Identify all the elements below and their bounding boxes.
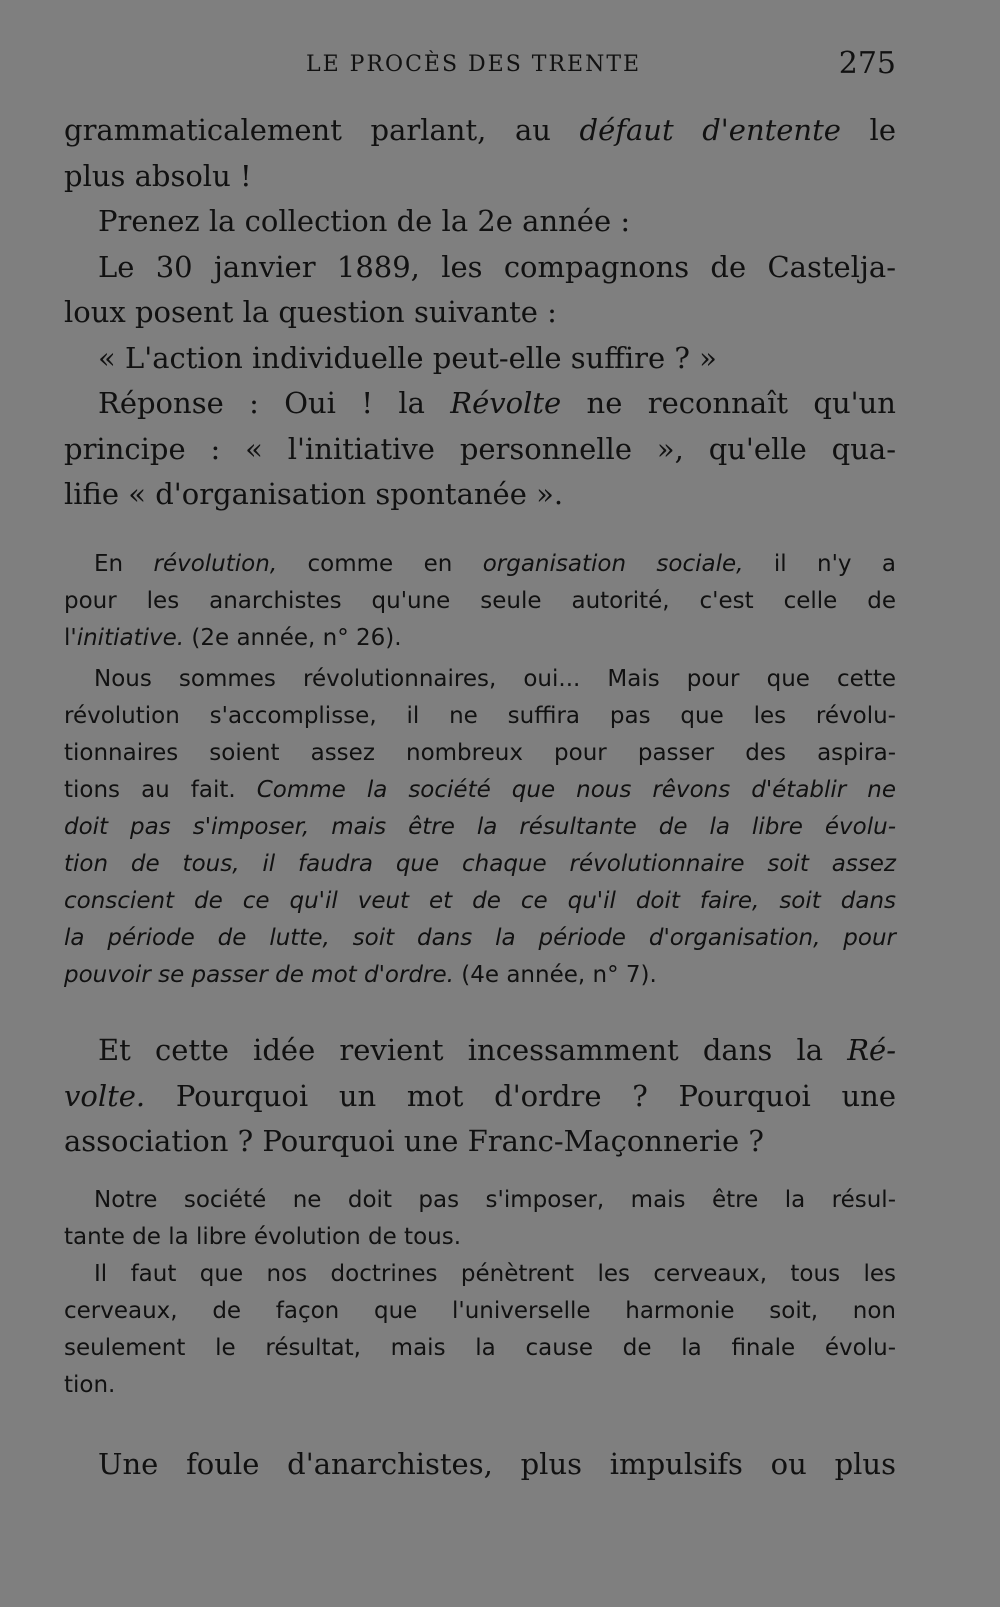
- text-line: « L'action individuelle peut-elle suffire ? »: [98, 340, 717, 375]
- quote-line: tion.: [64, 1372, 116, 1398]
- quote-line: Il faut que nos doctrines pénètrent les cerveaux, tous les: [94, 1261, 896, 1287]
- block-quote-1: [64, 546, 896, 657]
- quote-line: pouvoir se passer de mot d'ordre. (4e année, n° 7).: [64, 962, 657, 988]
- text-line: loux posent la question suivante :: [64, 295, 557, 329]
- quote-line: l'initiative. (2e année, n° 26).: [64, 625, 402, 651]
- running-title: LE PROCÈS DES TRENTE: [306, 52, 642, 77]
- text-line: association ? Pourquoi une Franc-Maçonnerie ?: [64, 1124, 764, 1158]
- page-header: [66, 46, 896, 86]
- quote-line: tionnaires soient assez nombreux pour passer des aspira-: [64, 740, 896, 766]
- text-line: lifie « d'organisation spontanée ».: [64, 477, 564, 511]
- text-line: Prenez la collection de la 2e année :: [98, 204, 631, 238]
- quote-line: révolution s'accomplisse, il ne suffira pas que les révolu-: [64, 703, 896, 729]
- text-line: plus absolu !: [64, 158, 252, 193]
- text-line: Le 30 janvier 1889, les compagnons de Castelja-: [98, 249, 896, 284]
- block-quote-2: [64, 661, 896, 994]
- quote-line: conscient de ce qu'il veut et de ce qu'il doit faire, soit dans: [64, 888, 896, 914]
- body-paragraph-3: [64, 1442, 896, 1488]
- body-paragraph-1: [64, 108, 896, 518]
- text-line: principe : « l'initiative personnelle », qu'elle qua-: [64, 431, 896, 466]
- page-number: 275: [838, 46, 896, 81]
- block-quote-3: [64, 1182, 896, 1404]
- quote-line: cerveaux, de façon que l'universelle harmonie soit, non: [64, 1298, 896, 1324]
- text-line: Réponse : Oui ! la Révolte ne reconnaît qu'un: [98, 386, 896, 420]
- quote-line: pour les anarchistes qu'une seule autorité, c'est celle de: [64, 588, 896, 614]
- text-line: Une foule d'anarchistes, plus impulsifs ou plus: [98, 1447, 896, 1481]
- quote-line: Nous sommes révolutionnaires, oui... Mais pour que cette: [94, 666, 896, 692]
- text-line: Et cette idée revient incessamment dans la Ré-: [98, 1033, 896, 1067]
- quote-line: la période de lutte, soit dans la période d'organisation, pour: [64, 925, 896, 951]
- quote-line: Notre société ne doit pas s'imposer, mais être la résul-: [94, 1187, 896, 1213]
- quote-line: seulement le résultat, mais la cause de la finale évolu-: [64, 1335, 896, 1361]
- text-line: volte. Pourquoi un mot d'ordre ? Pourquoi une: [64, 1078, 896, 1113]
- quote-line: tion de tous, il faudra que chaque révolutionnaire soit assez: [64, 851, 896, 877]
- quote-line: En révolution, comme en organisation sociale, il n'y a: [94, 551, 897, 577]
- body-paragraph-2: [64, 1028, 896, 1165]
- text-line: grammaticalement parlant, au défaut d'entente le: [64, 113, 896, 147]
- quote-line: tions au fait. Comme la société que nous rêvons d'établir ne: [64, 777, 896, 803]
- quote-line: doit pas s'imposer, mais être la résultante de la libre évolu-: [64, 814, 896, 840]
- quote-line: tante de la libre évolution de tous.: [64, 1224, 462, 1250]
